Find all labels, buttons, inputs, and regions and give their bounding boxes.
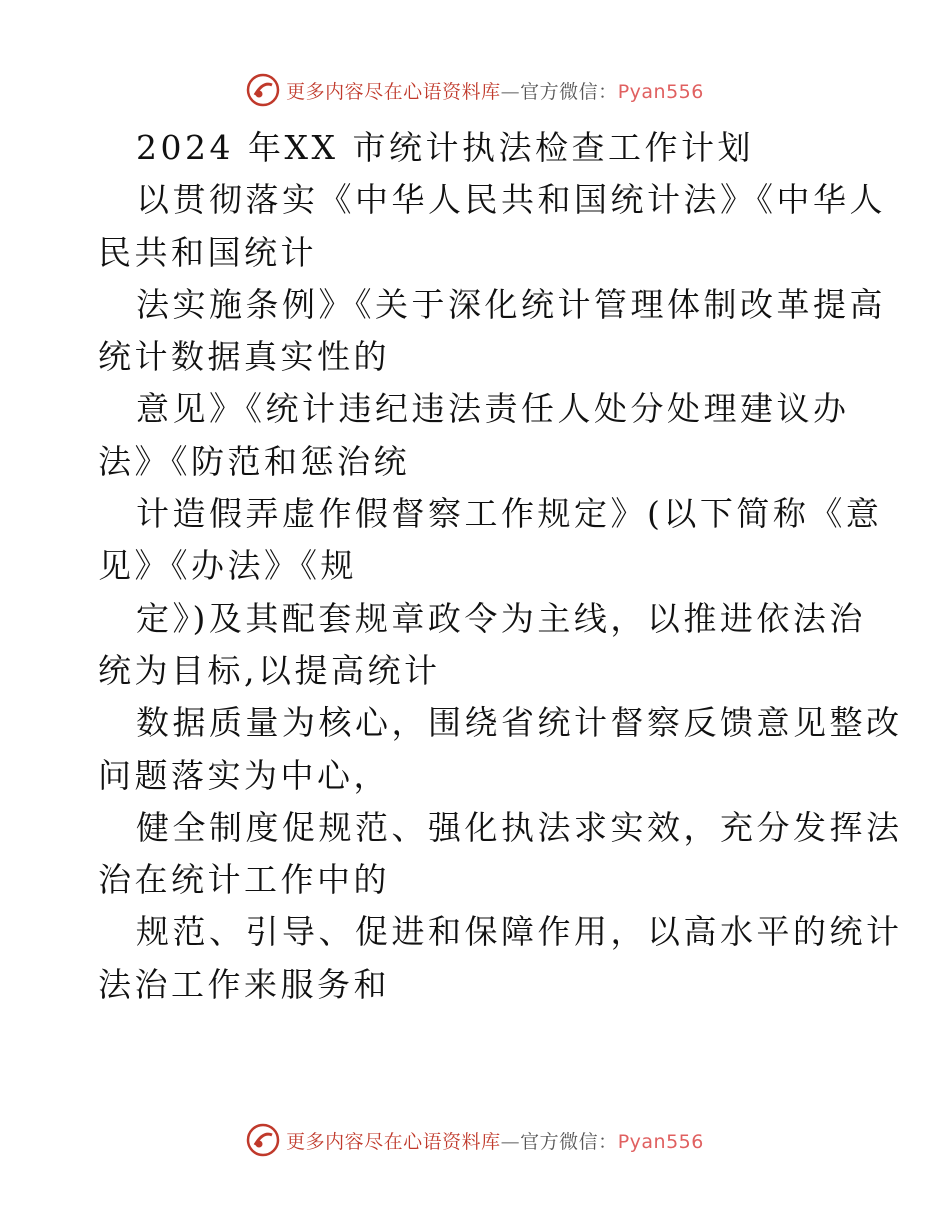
paragraph-line: 规范、引导、促进和保障作用，以高水平的统计 xyxy=(136,912,903,952)
watermark-wechat-label: 官方微信： xyxy=(520,1130,618,1153)
watermark-brand: 更多内容尽在心语资料库 xyxy=(286,1130,501,1153)
paragraph-line: 法实施条例》《关于深化统计管理体制改革提高 xyxy=(136,284,886,324)
paragraph-line: 问题落实为中心， xyxy=(98,755,390,795)
paragraph-line: 民共和国统计 xyxy=(98,232,317,272)
watermark-brand: 更多内容尽在心语资料库 xyxy=(286,80,501,103)
watermark-wechat-id: Pyan556 xyxy=(617,80,704,103)
paragraph-line: 统为目标,以提高统计 xyxy=(98,650,441,690)
paragraph-line: 法治工作来服务和 xyxy=(98,964,390,1004)
paragraph-line: 计造假弄虚作假督察工作规定》(以下简称《意 xyxy=(136,494,883,534)
document-title: 2024 年XX 市统计执法检查工作计划 xyxy=(136,128,754,167)
footer-watermark xyxy=(0,1120,950,1160)
paragraph-line: 以贯彻落实《中华人民共和国统计法》《中华人 xyxy=(136,180,886,220)
paragraph-line: 意见》《统计违纪违法责任人处分处理建议办 xyxy=(136,389,850,429)
header-watermark xyxy=(0,70,950,110)
paragraph-line: 定》)及其配套规章政令为主线，以推进依法治 xyxy=(136,598,866,638)
paragraph-line: 治在统计工作中的 xyxy=(98,860,390,900)
brand-logo-icon xyxy=(246,1123,280,1157)
watermark-separator: — xyxy=(500,80,521,103)
paragraph-line: 法》《防范和惩治统 xyxy=(98,441,410,481)
paragraph-line: 健全制度促规范、强化执法求实效，充分发挥法 xyxy=(136,807,903,847)
watermark-wechat-id: Pyan556 xyxy=(617,1130,704,1153)
paragraph-line: 见》《办法》《规 xyxy=(98,546,357,586)
watermark-separator: — xyxy=(500,1130,521,1153)
paragraph-line: 统计数据真实性的 xyxy=(98,337,390,377)
watermark-text xyxy=(286,77,704,104)
watermark-group xyxy=(246,1123,704,1157)
brand-logo-icon xyxy=(246,73,280,107)
watermark-wechat-label: 官方微信： xyxy=(520,80,618,103)
document-body xyxy=(98,122,903,1011)
watermark-group xyxy=(246,73,704,107)
watermark-text xyxy=(286,1127,704,1154)
paragraph-line: 数据质量为核心，围绕省统计督察反馈意见整改 xyxy=(136,703,903,743)
